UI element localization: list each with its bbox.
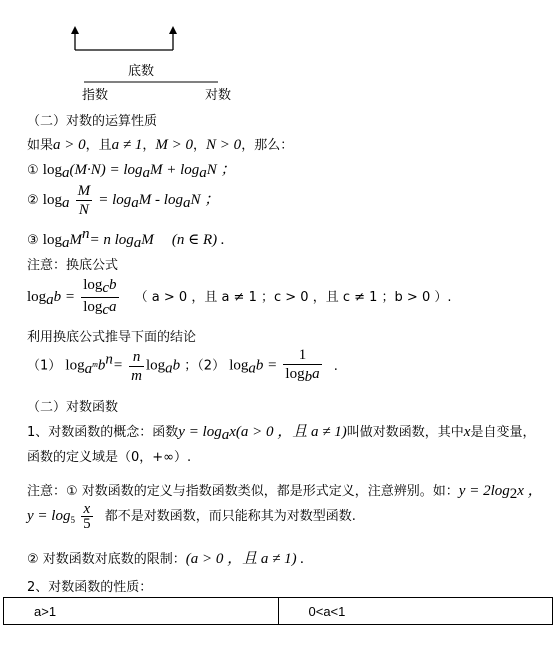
exponent-label: 指数 (82, 88, 109, 103)
properties-heading: 2、对数函数的性质： (27, 580, 153, 595)
change-of-base-formula: $\log_ab$ = $\frac{\log_cb}{\log_ca}$ （ a > 0 ，且 a ≠ 1 ；c > 0 ，且 c ≠ 1 ；b > 0 ）. (27, 277, 452, 318)
derive-text: 利用换底公式推导下面的结论 (27, 330, 197, 345)
arrow-up-icon (71, 26, 79, 34)
rule-3: ③ $\log_aM^n= n$ $\log_aM$ (n ∈ R) . (27, 226, 225, 251)
properties-table (3, 597, 553, 625)
concept-line-1: 1、对数函数的概念：函数$y = \log_ax(a > 0$ ，且 a ≠ 1)叫做对数函数，其中x是自变量， (27, 424, 536, 443)
table-header-a-gt-1: a>1 (34, 604, 57, 619)
note-title: 注意：换底公式 (27, 258, 119, 273)
caution-line-3: ② 对数函数对底数的限制：(a > 0 ，且 a ≠ 1) . (27, 551, 305, 567)
condition-line: 如果a > 0，且a ≠ 1，M > 0，N > 0，那么： (27, 137, 294, 153)
base-exponent-diagram (60, 26, 250, 86)
rule-1: ① $\log_a(M\cdot N) = \log_aM + \log_aN$ ； (27, 162, 236, 181)
arrow-up-icon (169, 26, 177, 34)
caution-line-1: 注意：① 对数函数的定义与指数函数类似，都是形式定义，注意辨别。如：$y = 2\log_2x$ ， (27, 483, 543, 502)
table-header-a-between: 0<a<1 (278, 598, 553, 624)
rule-2: ② $\log_a$ $\frac{M}{N}$ = $\log_aM - \log_aN$ ； (27, 183, 220, 218)
section-heading-func: （二）对数函数 (27, 400, 119, 415)
caution-line-2: $y = \log_5$ $\frac{x}{5}$ 都不是对数函数，而只能称其为对数型函数. (27, 501, 356, 532)
section-heading-ops: （二）对数的运算性质 (27, 114, 158, 129)
base-label: 底数 (128, 64, 155, 79)
log-label: 对数 (205, 88, 232, 103)
concept-line-2: 函数的定义域是（0，+∞）. (27, 450, 192, 465)
conclusions: （1） $\log_{a^m}b^n=$ $\frac{n}{m}$ $\log_ab$ ；（2） $\log_ab$ = $\frac{1}{\log_ba}$ . (27, 347, 338, 385)
